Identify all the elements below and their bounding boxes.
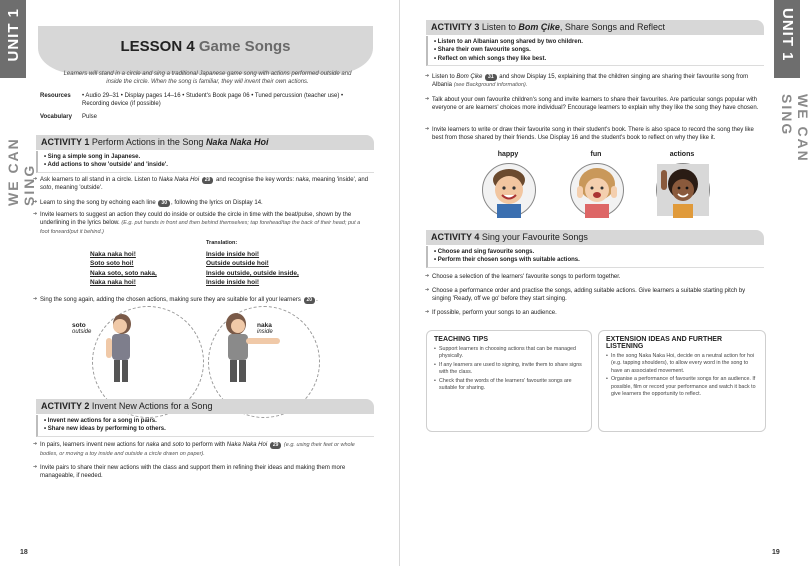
activity-3-aims (426, 36, 764, 66)
activity-3-title: Listen to (481, 22, 519, 32)
extension-item: • Organise a performance of favourite songs for an audience. If possible, film or record your performance and watch it back to give learners the opportunity to reflect. (606, 376, 758, 398)
aim-item: • Perform their chosen songs with suitable actions. (434, 256, 764, 264)
lyric-line: Soto soto hoi! (90, 260, 134, 268)
activity-3-title-end: , Share Songs and Reflect (559, 22, 665, 32)
lesson-intro: Learners will stand in a circle and sing a traditional Japanese game song with actions performed outside and inside the circle. When the song is familiar, they will invent their own actions. (63, 71, 352, 86)
aim-item: • Share their own favourite songs. (434, 46, 764, 54)
lesson-number: LESSON 4 (120, 38, 195, 55)
activity-3-heading (426, 20, 764, 35)
activity-1-number: ACTIVITY 1 (41, 137, 90, 147)
activity-1-step-3: ➔ Invite learners to suggest an action they could do inside or outside the circle in time with the beat/pulse, shown by the underlining in the lyrics below. (E.g. put hands in front and then behind themselves; tap forehead/tap the back of their head; put a foot forward/put it behind.) (40, 211, 370, 237)
unit-title-tab (0, 86, 37, 206)
lyrics-translation (206, 250, 299, 288)
aim-item: • Listen to an Albanian song shared by two children. (434, 38, 764, 46)
unit-tab (774, 0, 800, 78)
activity-3-number: ACTIVITY 3 (431, 22, 480, 32)
vocabulary-row (40, 113, 372, 121)
activity-4-step-1: ➔ Choose a selection of the learners' favourite songs to perform together. (432, 273, 762, 281)
aim-item: • Invent new actions for a song in pairs. (44, 417, 374, 425)
activity-1-title: Perform Actions in the Song (91, 137, 206, 147)
unit-title-tab (774, 86, 811, 206)
activity-4-step-2: ➔ Choose a performance order and practise the songs, adding suitable actions. Give learners a suitable starting pitch by singing 'Ready, off we go' before they start singing. (432, 287, 762, 304)
aim-item: • Share new ideas by performing to others. (44, 425, 374, 433)
activity-4-number: ACTIVITY 4 (431, 232, 480, 242)
page-number: 18 (20, 549, 28, 556)
resources-row (40, 92, 372, 108)
activity-2-number: ACTIVITY 2 (41, 401, 90, 411)
teaching-tips-box (426, 330, 592, 432)
extension-box (598, 330, 766, 432)
aim-item: • Choose and sing favourite songs. (434, 248, 764, 256)
lyric-line: Naka soto, soto naka, (90, 269, 157, 277)
tip-item: • Support learners in choosing actions that can be managed physically. (434, 346, 584, 361)
translation-line: Inside outside, outside inside, (206, 269, 299, 277)
activity-2-title: Invent New Actions for a Song (91, 401, 213, 411)
translation-line: Inside inside hoi! (206, 251, 260, 258)
activity-1-step-1: ➔ Ask learners to all stand in a circle. Listen to Naka Naka Hoi 29 and recognise the key words: naka, meaning 'inside', and soto, meaning 'outside'. (40, 176, 370, 193)
activity-2-step-2: ➔ Invite pairs to share their new actions with the class and support them in refining their ideas and making them more manageable, if needed. (40, 464, 370, 481)
activity-4-title: Sing your Favourite Songs (481, 232, 588, 242)
child-outside-figure (100, 312, 140, 384)
audio-track-badge[interactable]: 31 (485, 74, 497, 81)
child-inside-figure (220, 312, 286, 384)
audio-track-badge[interactable]: 30 (158, 200, 170, 207)
face-label-happy: happy (497, 151, 519, 158)
activity-4-heading (426, 230, 764, 245)
activity-2-step-1: ➔ In pairs, learners invent new actions for naka and soto to perform with Naka Naka Hoi 29 (e.g. using their feet or whole bodies, or moving a toy inside and outside a circle drawn on paper). (40, 441, 370, 458)
activity-3-step-3: ➔ Invite learners to write or draw their favourite song in their student's book. There is also space to record the song they like best from those shared by their friends. Use Display 16 and the student's book to reflect on why they like it. (432, 126, 762, 143)
extension-title: EXTENSION IDEAS AND FURTHER LISTENING (606, 336, 723, 350)
teaching-tips-title: TEACHING TIPS (434, 336, 489, 343)
activity-4-aims (426, 246, 764, 268)
activity-1-step-2: ➔ Learn to sing the song by echoing each line 30 , following the lyrics on Display 14. (40, 199, 370, 207)
activity-2-heading (36, 399, 374, 414)
lyrics-japanese (90, 250, 157, 288)
vocabulary-label: Vocabulary (40, 114, 72, 120)
lesson-subtitle: Game Songs (198, 38, 291, 55)
extension-item: • In the song Naka Naka Hoi, decide on a neutral action for hoi (e.g. tapping shoulders), to allow every word in the song to have an associated movement. (606, 353, 758, 375)
vocabulary-value: Pulse (82, 114, 98, 120)
tip-item: • Check that the words of the learners' favourite songs are suitable for sharing. (434, 378, 584, 393)
audio-track-badge[interactable]: 20 (304, 297, 316, 304)
left-page (0, 0, 400, 566)
actions-girl-photo (656, 163, 710, 217)
activity-2-aims (36, 415, 374, 437)
unit-title-label: WE CAN SING (5, 137, 37, 206)
audio-track-badge[interactable]: 29 (270, 442, 282, 449)
unit-title-label: WE CAN SING (779, 94, 811, 163)
face-label-actions: actions (669, 151, 695, 158)
face-label-fun: fun (590, 151, 602, 158)
unit-tab-label: UNIT 1 (779, 8, 796, 62)
soto-label: soto outside (72, 322, 92, 335)
unit-tab (0, 0, 26, 78)
translation-label: Translation: (206, 240, 238, 246)
translation-line: Outside outside hoi! (206, 260, 269, 268)
activity-1-aims (36, 151, 374, 173)
activity-1-step-4: ➔ Sing the song again, adding the chosen actions, making sure they are suitable for all your learners 20 . (40, 296, 370, 304)
aim-item: • Sing a simple song in Japanese. (44, 153, 374, 161)
activity-4-step-3: ➔ If possible, perform your songs to an audience. (432, 309, 762, 317)
page-number: 19 (772, 549, 780, 556)
unit-tab-label: UNIT 1 (5, 8, 22, 62)
lesson-title (38, 38, 373, 55)
happy-boy-photo (482, 163, 536, 217)
translation-line: Inside inside hoi! (206, 279, 260, 287)
naka-label: naka inside (257, 322, 273, 335)
activity-1-heading (36, 135, 374, 150)
lyric-line: Naka naka hoi! (90, 279, 136, 287)
audio-track-badge[interactable]: 29 (202, 177, 214, 184)
aim-item: • Reflect on which songs they like best. (434, 55, 764, 63)
activity-3-step-1: ➔ Listen to Bom Çike 31 and show Display 15, explaining that the children singing are sharing their favourite song from Albania (see Background information). (432, 73, 762, 90)
resources-label: Resources (40, 93, 71, 99)
resources-value: • Audio 29–31 • Display pages 14–16 • Student's Book page 06 • Tuned percussion (teacher use) • Recording device (if possible) (82, 93, 344, 108)
lesson-banner (38, 26, 373, 74)
right-page (400, 0, 811, 566)
aim-item: • Add actions to show 'outside' and 'inside'. (44, 161, 374, 169)
tip-item: • If any learners are used to signing, invite them to share signs with the class. (434, 362, 584, 377)
lyric-line: Naka naka hoi! (90, 251, 136, 258)
activity-3-step-2: ➔ Talk about your own favourite children's song and invite learners to share their favourites. Are particular songs popular with everyone or are learners' choices more individual? Encourage learners to explain why they like the song they have chosen. (432, 96, 762, 113)
activity-1-title-song: Naka Naka Hoi (205, 137, 269, 147)
fun-girl-photo (570, 163, 624, 217)
activity-3-title-song: Bom Çike (518, 22, 560, 32)
